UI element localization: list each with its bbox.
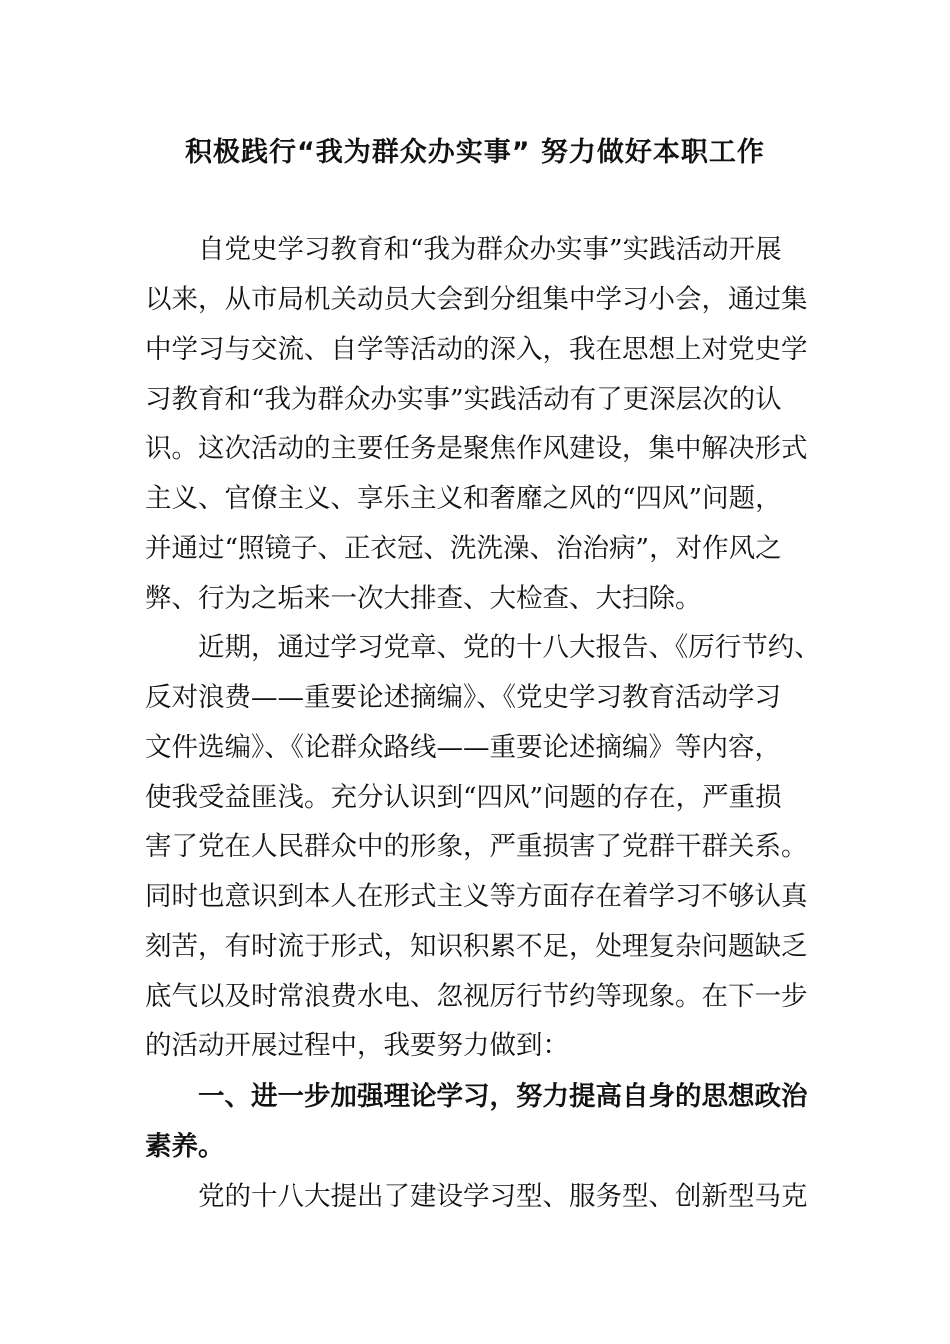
section-heading-line-1: 一、进一步加强理论学习，努力提高自身的思想政治 — [198, 1081, 808, 1112]
paragraph-1-line-3: 中学习与交流、自学等活动的深入，我在思想上对党史学 — [145, 334, 808, 365]
paragraph-3-line-1: 党的十八大提出了建设学习型、服务型、创新型马克 — [198, 1181, 808, 1212]
section-heading-line-2: 素养。 — [145, 1131, 225, 1162]
paragraph-1-line-6: 主义、官僚主义、享乐主义和奢靡之风的“四风”问题， — [145, 483, 782, 514]
paragraph-1-line-8: 弊、行为之垢来一次大排查、大检查、大扫除。 — [145, 583, 702, 614]
document-title: 积极践行“我为群众办实事” 努力做好本职工作 — [185, 137, 765, 168]
paragraph-2-line-5: 害了党在人民群众中的形象，严重损害了党群干群关系。 — [145, 831, 808, 862]
paragraph-1-line-4: 习教育和“我为群众办实事”实践活动有了更深层次的认 — [145, 384, 782, 415]
paragraph-2-line-8: 底气以及时常浪费水电、忽视厉行节约等现象。在下一步 — [145, 981, 808, 1012]
paragraph-2-line-1: 近期，通过学习党章、党的十八大报告、《厉行节约、 — [198, 632, 821, 663]
paragraph-2-line-9: 的活动开展过程中，我要努力做到： — [145, 1030, 569, 1061]
paragraph-1-line-5: 识。这次活动的主要任务是聚焦作风建设，集中解决形式 — [145, 433, 808, 464]
paragraph-1-line-1: 自党史学习教育和“我为群众办实事”实践活动开展 — [198, 234, 782, 265]
paragraph-2-line-7: 刻苦，有时流于形式，知识积累不足，处理复杂问题缺乏 — [145, 931, 808, 962]
paragraph-1-line-7: 并通过“照镜子、正衣冠、洗洗澡、治治病”，对作风之 — [145, 533, 782, 564]
paragraph-2-line-3: 文件选编》、《论群众路线——重要论述摘编》等内容， — [145, 732, 781, 763]
paragraph-2-line-6: 同时也意识到本人在形式主义等方面存在着学习不够认真 — [145, 881, 808, 912]
paragraph-1-line-2: 以来，从市局机关动员大会到分组集中学习小会，通过集 — [145, 284, 808, 315]
paragraph-2-line-4: 使我受益匪浅。充分认识到“四风”问题的存在，严重损 — [145, 782, 782, 813]
paragraph-2-line-2: 反对浪费——重要论述摘编》、《党史学习教育活动学习 — [145, 682, 781, 713]
